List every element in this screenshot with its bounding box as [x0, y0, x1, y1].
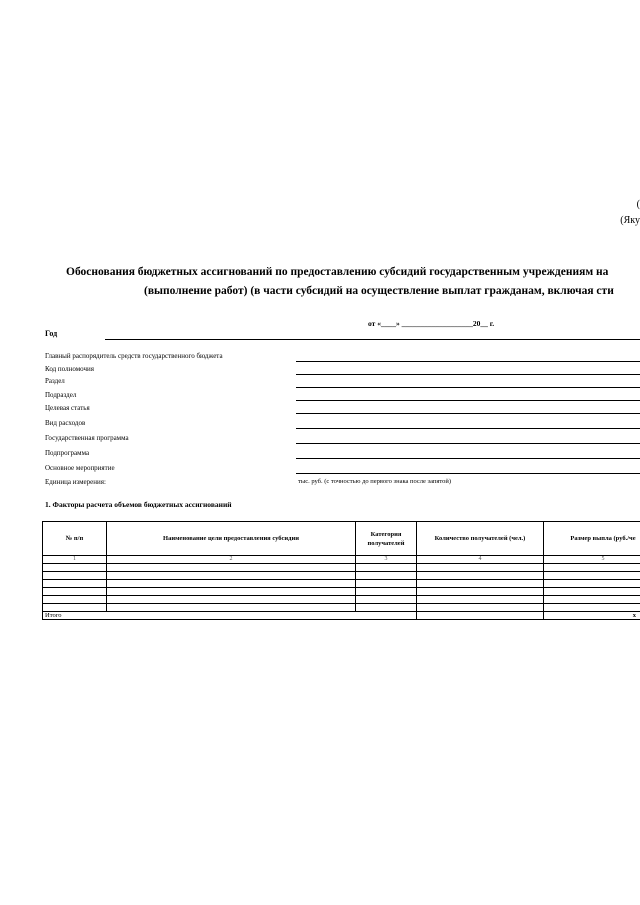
corner-note-line1: (	[636, 199, 640, 210]
table-cell[interactable]	[417, 564, 544, 572]
table-cell[interactable]	[417, 604, 544, 612]
table-cell[interactable]	[107, 596, 356, 604]
field-line-main-activity[interactable]	[296, 473, 640, 474]
header-purpose: Наименование цели предоставления субсидии	[107, 522, 356, 556]
table-cell[interactable]	[107, 572, 356, 580]
total-row	[43, 612, 640, 620]
table-cell[interactable]	[544, 588, 640, 596]
table-cell[interactable]	[356, 572, 417, 580]
table-cell[interactable]	[544, 564, 640, 572]
table-cell[interactable]	[544, 580, 640, 588]
field-label-target-article: Целевая статья	[45, 404, 90, 412]
field-label-main-activity: Основное мероприятие	[45, 464, 115, 472]
table-row	[43, 596, 640, 604]
column-number-row	[43, 556, 640, 564]
field-label-chief-administrator: Главный распорядитель средств государственного бюджета	[45, 352, 223, 360]
table-cell[interactable]	[544, 596, 640, 604]
table-row	[43, 580, 640, 588]
table-cell[interactable]	[107, 580, 356, 588]
column-number: 1	[43, 556, 107, 564]
field-label-state-program: Государственная программа	[45, 434, 129, 442]
table-cell[interactable]	[43, 604, 107, 612]
field-label-subprogram: Подпрограмма	[45, 449, 90, 457]
table-cell[interactable]	[417, 588, 544, 596]
field-line-target-article[interactable]	[296, 413, 640, 414]
table-header-row	[43, 522, 640, 556]
table-cell[interactable]	[356, 596, 417, 604]
table-cell[interactable]	[43, 588, 107, 596]
table-cell[interactable]	[43, 564, 107, 572]
table-cell[interactable]	[417, 596, 544, 604]
table-row	[43, 604, 640, 612]
header-payment-size: Размер выпла (руб./че	[544, 522, 640, 556]
field-line-section[interactable]	[296, 387, 640, 388]
table-cell[interactable]	[544, 604, 640, 612]
total-mark: х	[544, 612, 640, 620]
column-number: 2	[107, 556, 356, 564]
total-recipients-cell[interactable]	[417, 612, 544, 620]
table-cell[interactable]	[417, 572, 544, 580]
field-line-subsection[interactable]	[296, 400, 640, 401]
column-number: 4	[417, 556, 544, 564]
field-line-state-program[interactable]	[296, 443, 640, 444]
field-label-unit: Единица измерения:	[45, 478, 106, 486]
table-cell[interactable]	[107, 564, 356, 572]
field-label-subsection: Подраздел	[45, 391, 77, 399]
column-number: 3	[356, 556, 417, 564]
column-number: 5	[544, 556, 640, 564]
table-cell[interactable]	[356, 580, 417, 588]
field-line-expense-type[interactable]	[296, 428, 640, 429]
year-field-line[interactable]	[105, 339, 640, 340]
field-label-authority-code: Код полномочия	[45, 365, 94, 373]
factors-table	[42, 521, 640, 620]
table-cell[interactable]	[417, 580, 544, 588]
field-line-chief-administrator[interactable]	[296, 361, 640, 362]
section-title: 1. Факторы расчета объемов бюджетных ассигнований	[45, 500, 232, 509]
table-cell[interactable]	[43, 580, 107, 588]
field-line-subprogram[interactable]	[296, 458, 640, 459]
table-cell[interactable]	[43, 572, 107, 580]
table-cell[interactable]	[107, 604, 356, 612]
table-cell[interactable]	[356, 564, 417, 572]
corner-note-line2: (Яку	[620, 215, 640, 226]
date-line[interactable]: от «____» ___________________20__ г.	[368, 319, 495, 328]
field-line-authority-code[interactable]	[296, 374, 640, 375]
table-cell[interactable]	[107, 588, 356, 596]
field-label-section: Раздел	[45, 377, 65, 385]
document-title-line2: (выполнение работ) (в части субсидий на осуществление выплат гражданам, включая сти	[144, 285, 614, 297]
header-number: № п/п	[43, 522, 107, 556]
field-label-expense-type: Вид расходов	[45, 419, 86, 427]
total-label: Итого	[43, 612, 417, 620]
table-cell[interactable]	[356, 604, 417, 612]
table-row	[43, 588, 640, 596]
table-cell[interactable]	[544, 572, 640, 580]
table-row	[43, 572, 640, 580]
table-row	[43, 564, 640, 572]
table-cell[interactable]	[356, 588, 417, 596]
unit-value: тыс. руб. (с точностью до первого знака после запятой)	[298, 478, 452, 485]
document-title-line1: Обоснования бюджетных ассигнований по предоставлению субсидий государственным учреждениям на	[66, 266, 609, 278]
header-recipients-count: Количество получателей (чел.)	[417, 522, 544, 556]
table-cell[interactable]	[43, 596, 107, 604]
year-label: Год	[45, 329, 58, 338]
header-category: Категория получателей	[356, 522, 417, 556]
